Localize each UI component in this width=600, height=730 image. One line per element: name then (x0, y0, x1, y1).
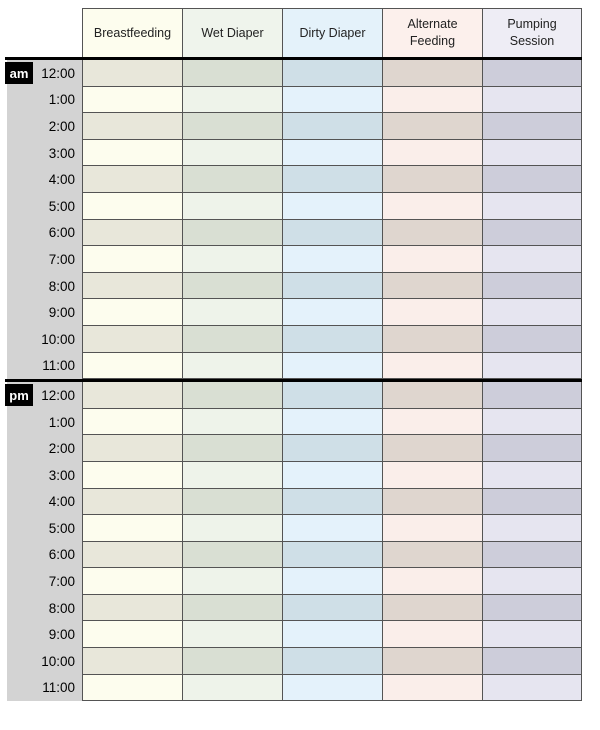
time-row-am-6:00 (7, 220, 582, 247)
entry-cell-pumping-session (482, 568, 582, 595)
time-label: 9:00 (48, 305, 75, 321)
entry-cell-alternate-feeding (382, 462, 482, 489)
time-row-pm-6:00 (7, 542, 582, 569)
entry-cell-wet-diaper (182, 273, 282, 300)
entry-cell-alternate-feeding (382, 140, 482, 167)
entry-cell-breastfeeding (82, 166, 182, 193)
time-row-pm-11:00 (7, 675, 582, 702)
time-label-cell (7, 435, 82, 462)
entry-cell-alternate-feeding (382, 515, 482, 542)
entry-cell-breastfeeding (82, 140, 182, 167)
entry-cell-dirty-diaper (282, 299, 382, 326)
time-row-pm-3:00 (7, 462, 582, 489)
entry-cell-alternate-feeding (382, 246, 482, 273)
time-label-cell (7, 489, 82, 516)
time-label-cell (7, 193, 82, 220)
time-label: 10:00 (41, 331, 75, 347)
entry-cell-dirty-diaper (282, 113, 382, 140)
entry-cell-breastfeeding (82, 60, 182, 87)
entry-cell-breastfeeding (82, 326, 182, 353)
entry-cell-breastfeeding (82, 621, 182, 648)
time-label-cell (7, 166, 82, 193)
time-row-pm-5:00 (7, 515, 582, 542)
entry-cell-breastfeeding (82, 489, 182, 516)
time-label: 6:00 (48, 547, 75, 563)
entry-cell-dirty-diaper (282, 353, 382, 380)
entry-cell-dirty-diaper (282, 515, 382, 542)
entry-cell-alternate-feeding (382, 382, 482, 409)
entry-cell-pumping-session (482, 462, 582, 489)
entry-cell-breastfeeding (82, 87, 182, 114)
entry-cell-pumping-session (482, 193, 582, 220)
time-row-am-10:00 (7, 326, 582, 353)
entry-cell-breastfeeding (82, 246, 182, 273)
entry-cell-wet-diaper (182, 621, 282, 648)
time-label-cell (7, 568, 82, 595)
time-label: 2:00 (48, 441, 75, 457)
time-label-cell (7, 140, 82, 167)
time-row-pm-9:00 (7, 621, 582, 648)
entry-cell-breastfeeding (82, 409, 182, 436)
time-row-am-7:00 (7, 246, 582, 273)
entry-cell-dirty-diaper (282, 409, 382, 436)
entry-cell-wet-diaper (182, 326, 282, 353)
entry-cell-wet-diaper (182, 220, 282, 247)
entry-cell-wet-diaper (182, 675, 282, 702)
entry-cell-wet-diaper (182, 595, 282, 622)
time-label-cell (7, 273, 82, 300)
entry-cell-breastfeeding (82, 515, 182, 542)
time-row-am-11:00 (7, 353, 582, 380)
entry-cell-breastfeeding (82, 648, 182, 675)
entry-cell-breastfeeding (82, 193, 182, 220)
entry-cell-dirty-diaper (282, 246, 382, 273)
entry-cell-wet-diaper (182, 542, 282, 569)
time-label: 3:00 (48, 145, 75, 161)
entry-cell-alternate-feeding (382, 595, 482, 622)
entry-cell-pumping-session (482, 675, 582, 702)
time-row-am-3:00 (7, 140, 582, 167)
entry-cell-breastfeeding (82, 220, 182, 247)
time-label: 7:00 (48, 251, 75, 267)
entry-cell-wet-diaper (182, 193, 282, 220)
entry-cell-alternate-feeding (382, 621, 482, 648)
entry-cell-pumping-session (482, 515, 582, 542)
column-header-breastfeeding: Breastfeeding (82, 8, 182, 57)
entry-cell-dirty-diaper (282, 648, 382, 675)
entry-cell-pumping-session (482, 648, 582, 675)
time-label: 12:00 (41, 65, 75, 81)
time-row-am-12:00 (7, 60, 582, 87)
entry-cell-dirty-diaper (282, 435, 382, 462)
section-am (7, 60, 582, 379)
time-row-am-8:00 (7, 273, 582, 300)
time-label-cell (7, 382, 82, 409)
time-label: 3:00 (48, 467, 75, 483)
time-label-cell (7, 113, 82, 140)
entry-cell-dirty-diaper (282, 462, 382, 489)
entry-cell-pumping-session (482, 140, 582, 167)
time-label-cell (7, 595, 82, 622)
entry-cell-dirty-diaper (282, 166, 382, 193)
time-row-am-9:00 (7, 299, 582, 326)
entry-cell-breastfeeding (82, 435, 182, 462)
time-label-cell (7, 515, 82, 542)
time-label-cell (7, 87, 82, 114)
entry-cell-pumping-session (482, 353, 582, 380)
entry-cell-wet-diaper (182, 353, 282, 380)
entry-cell-alternate-feeding (382, 675, 482, 702)
entry-cell-alternate-feeding (382, 489, 482, 516)
entry-cell-alternate-feeding (382, 193, 482, 220)
column-header-pumping-session: Pumping Session (482, 8, 582, 57)
time-label: 5:00 (48, 198, 75, 214)
entry-cell-alternate-feeding (382, 166, 482, 193)
entry-cell-alternate-feeding (382, 648, 482, 675)
entry-cell-alternate-feeding (382, 113, 482, 140)
entry-cell-alternate-feeding (382, 220, 482, 247)
time-label: 11:00 (42, 680, 75, 696)
entry-cell-breastfeeding (82, 353, 182, 380)
entry-cell-wet-diaper (182, 299, 282, 326)
time-row-pm-2:00 (7, 435, 582, 462)
entry-cell-wet-diaper (182, 113, 282, 140)
entry-cell-pumping-session (482, 542, 582, 569)
entry-cell-wet-diaper (182, 140, 282, 167)
entry-cell-wet-diaper (182, 462, 282, 489)
entry-cell-pumping-session (482, 87, 582, 114)
entry-cell-pumping-session (482, 489, 582, 516)
time-label-cell (7, 621, 82, 648)
entry-cell-breastfeeding (82, 568, 182, 595)
time-label: 2:00 (48, 118, 75, 134)
entry-cell-alternate-feeding (382, 568, 482, 595)
baby-tracking-chart (7, 8, 582, 701)
time-row-pm-4:00 (7, 489, 582, 516)
entry-cell-dirty-diaper (282, 273, 382, 300)
time-label-cell (7, 675, 82, 702)
entry-cell-dirty-diaper (282, 568, 382, 595)
entry-cell-alternate-feeding (382, 435, 482, 462)
entry-cell-wet-diaper (182, 409, 282, 436)
time-label-cell (7, 326, 82, 353)
time-label-cell (7, 409, 82, 436)
entry-cell-dirty-diaper (282, 489, 382, 516)
time-label-cell (7, 462, 82, 489)
entry-cell-pumping-session (482, 326, 582, 353)
entry-cell-pumping-session (482, 435, 582, 462)
time-row-pm-12:00 (7, 382, 582, 409)
entry-cell-wet-diaper (182, 166, 282, 193)
entry-cell-pumping-session (482, 299, 582, 326)
entry-cell-pumping-session (482, 220, 582, 247)
time-row-am-2:00 (7, 113, 582, 140)
time-row-pm-8:00 (7, 595, 582, 622)
time-label: 8:00 (48, 278, 75, 294)
entry-cell-pumping-session (482, 382, 582, 409)
time-label-cell (7, 648, 82, 675)
entry-cell-alternate-feeding (382, 299, 482, 326)
entry-cell-breastfeeding (82, 675, 182, 702)
entry-cell-pumping-session (482, 595, 582, 622)
entry-cell-breastfeeding (82, 382, 182, 409)
time-label: 4:00 (48, 172, 75, 188)
time-label: 12:00 (41, 387, 75, 403)
time-row-pm-1:00 (7, 409, 582, 436)
time-label-cell (7, 542, 82, 569)
entry-cell-breastfeeding (82, 113, 182, 140)
meridiem-badge-am: am (5, 62, 33, 84)
entry-cell-wet-diaper (182, 60, 282, 87)
time-row-am-5:00 (7, 193, 582, 220)
entry-cell-pumping-session (482, 273, 582, 300)
entry-cell-wet-diaper (182, 568, 282, 595)
time-label-cell (7, 220, 82, 247)
time-label: 6:00 (48, 225, 75, 241)
section-pm (7, 382, 582, 701)
entry-cell-dirty-diaper (282, 326, 382, 353)
entry-cell-wet-diaper (182, 515, 282, 542)
time-label-cell (7, 60, 82, 87)
time-label-cell (7, 353, 82, 380)
time-label: 1:00 (48, 414, 75, 430)
time-label: 10:00 (41, 653, 75, 669)
time-row-am-4:00 (7, 166, 582, 193)
meridiem-badge-pm: pm (5, 384, 33, 406)
time-label-cell (7, 299, 82, 326)
column-header-dirty-diaper: Dirty Diaper (282, 8, 382, 57)
entry-cell-alternate-feeding (382, 542, 482, 569)
entry-cell-breastfeeding (82, 542, 182, 569)
entry-cell-dirty-diaper (282, 595, 382, 622)
entry-cell-dirty-diaper (282, 87, 382, 114)
entry-cell-dirty-diaper (282, 382, 382, 409)
entry-cell-dirty-diaper (282, 675, 382, 702)
entry-cell-dirty-diaper (282, 621, 382, 648)
entry-cell-wet-diaper (182, 246, 282, 273)
column-header-wet-diaper: Wet Diaper (182, 8, 282, 57)
entry-cell-breastfeeding (82, 595, 182, 622)
entry-cell-alternate-feeding (382, 87, 482, 114)
entry-cell-dirty-diaper (282, 542, 382, 569)
entry-cell-pumping-session (482, 60, 582, 87)
time-label: 1:00 (48, 92, 75, 108)
time-row-am-1:00 (7, 87, 582, 114)
entry-cell-breastfeeding (82, 273, 182, 300)
entry-cell-wet-diaper (182, 87, 282, 114)
time-label: 8:00 (48, 600, 75, 616)
entry-cell-pumping-session (482, 409, 582, 436)
time-label-cell (7, 246, 82, 273)
header-corner-spacer (7, 8, 82, 57)
entry-cell-pumping-session (482, 166, 582, 193)
entry-cell-alternate-feeding (382, 409, 482, 436)
entry-cell-breastfeeding (82, 299, 182, 326)
time-label: 4:00 (48, 494, 75, 510)
time-label: 7:00 (48, 574, 75, 590)
entry-cell-wet-diaper (182, 648, 282, 675)
entry-cell-alternate-feeding (382, 353, 482, 380)
time-label: 9:00 (48, 627, 75, 643)
table-header-row (7, 8, 582, 57)
entry-cell-pumping-session (482, 246, 582, 273)
time-label: 5:00 (48, 520, 75, 536)
entry-cell-wet-diaper (182, 382, 282, 409)
entry-cell-pumping-session (482, 621, 582, 648)
entry-cell-pumping-session (482, 113, 582, 140)
entry-cell-dirty-diaper (282, 140, 382, 167)
entry-cell-wet-diaper (182, 489, 282, 516)
entry-cell-alternate-feeding (382, 273, 482, 300)
entry-cell-wet-diaper (182, 435, 282, 462)
entry-cell-dirty-diaper (282, 220, 382, 247)
entry-cell-dirty-diaper (282, 193, 382, 220)
entry-cell-breastfeeding (82, 462, 182, 489)
entry-cell-alternate-feeding (382, 326, 482, 353)
entry-cell-dirty-diaper (282, 60, 382, 87)
time-row-pm-10:00 (7, 648, 582, 675)
column-header-alternate-feeding: Alternate Feeding (382, 8, 482, 57)
entry-cell-alternate-feeding (382, 60, 482, 87)
time-label: 11:00 (42, 358, 75, 374)
time-row-pm-7:00 (7, 568, 582, 595)
